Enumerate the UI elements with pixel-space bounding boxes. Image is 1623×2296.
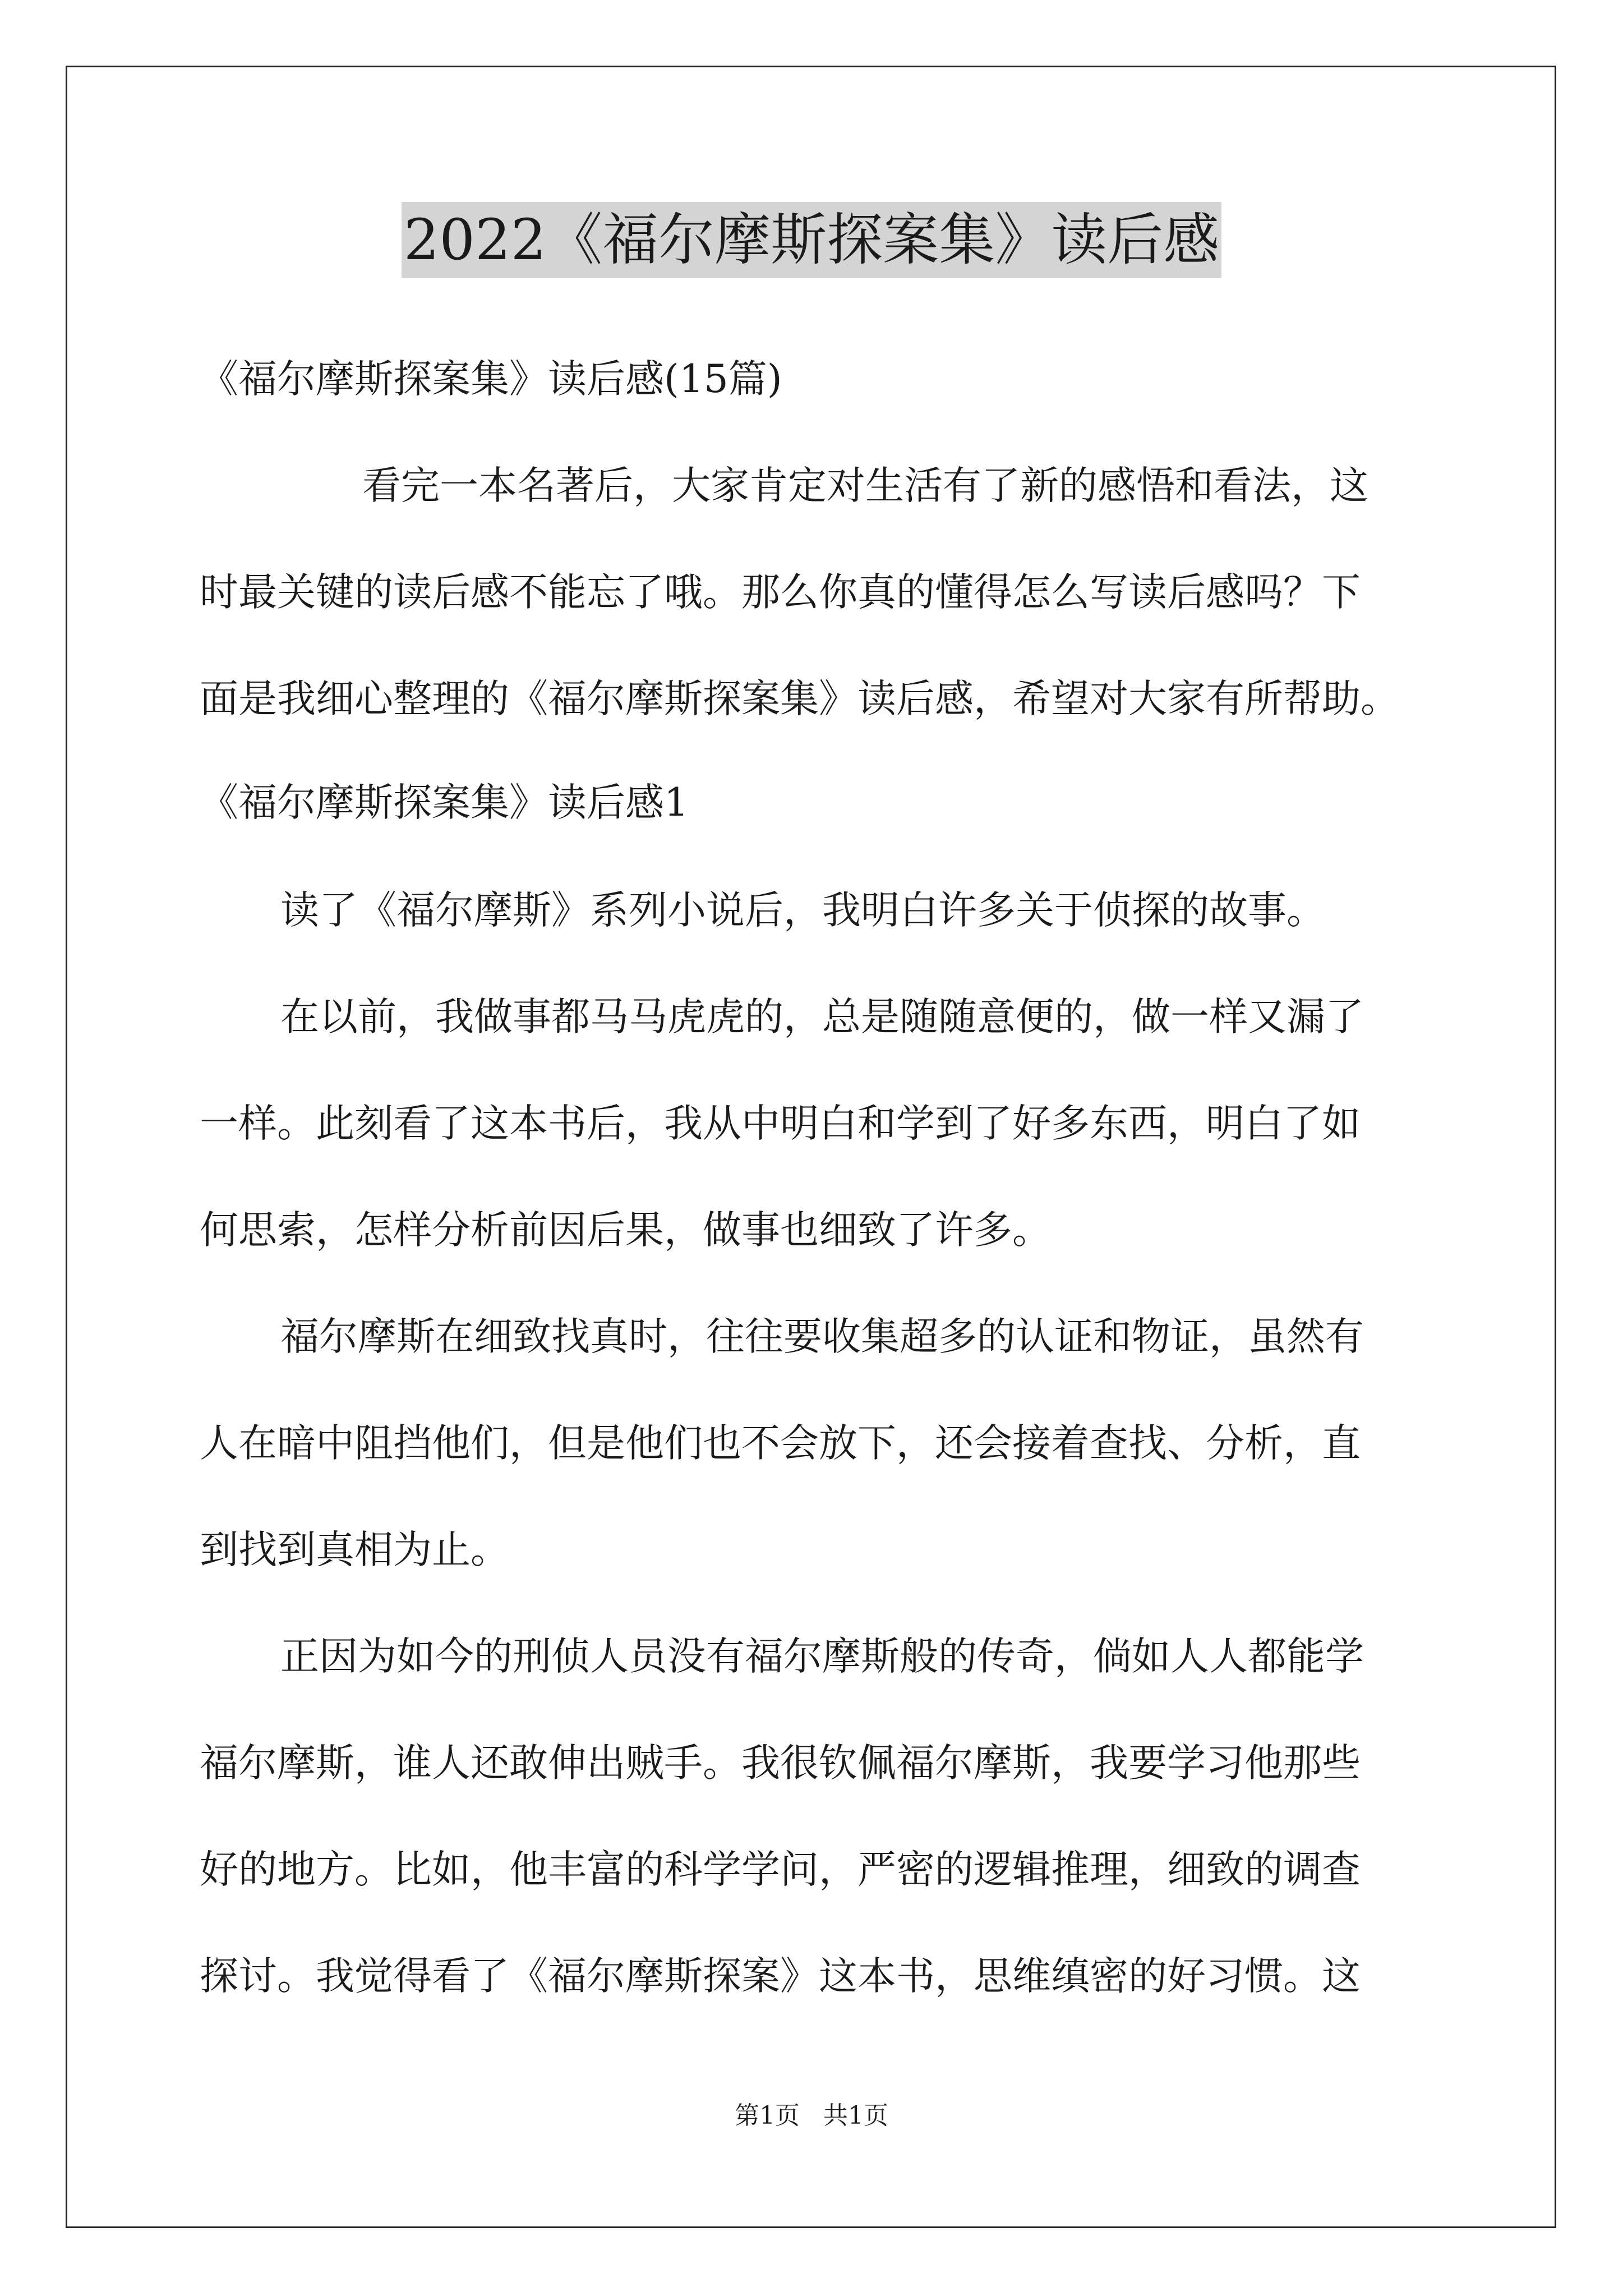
body-line: 福尔摩斯，谁人还敢伸出贼手。我很钦佩福尔摩斯，我要学习他那些 — [200, 1741, 1361, 1786]
body-line: 时最关键的读后感不能忘了哦。那么你真的懂得怎么写读后感吗？下 — [200, 570, 1361, 615]
body-line: 一样。此刻看了这本书后，我从中明白和学到了好多东西，明白了如 — [200, 1101, 1361, 1146]
body-line: 正因为如今的刑侦人员没有福尔摩斯般的传奇，倘如人人都能学 — [280, 1634, 1364, 1679]
body-line: 看完一本名著后，大家肯定对生活有了新的感悟和看法，这 — [362, 463, 1368, 508]
body-line: 人在暗中阻挡他们，但是他们也不会放下，还会接着查找、分析，直 — [200, 1421, 1361, 1466]
body-line: 探讨。我觉得看了《福尔摩斯探案》这本书，思维缜密的好习惯。这 — [200, 1954, 1361, 1999]
title-container — [0, 202, 1623, 278]
page-footer: 第1页 共1页 — [735, 2101, 888, 2130]
subtitle-line: 《福尔摩斯探案集》读后感(15篇) — [200, 357, 782, 402]
body-line: 何思索，怎样分析前因后果，做事也细致了许多。 — [200, 1208, 1051, 1253]
body-line: 福尔摩斯在细致找真时，往往要收集超多的认证和物证，虽然有 — [280, 1314, 1364, 1359]
body-line: 读了《福尔摩斯》系列小说后，我明白许多关于侦探的故事。 — [280, 888, 1325, 933]
body-line: 在以前，我做事都马马虎虎的，总是随随意便的，做一样又漏了 — [280, 995, 1364, 1039]
body-line: 好的地方。比如，他丰富的科学学问，严密的逻辑推理，细致的调查 — [200, 1847, 1361, 1892]
body-line: 面是我细心整理的《福尔摩斯探案集》读后感，希望对大家有所帮助。 — [200, 677, 1399, 721]
body-line: 到找到真相为止。 — [200, 1527, 509, 1572]
section-heading: 《福尔摩斯探案集》读后感1 — [200, 780, 689, 825]
document-title: 2022《福尔摩斯探案集》读后感 — [402, 202, 1222, 278]
